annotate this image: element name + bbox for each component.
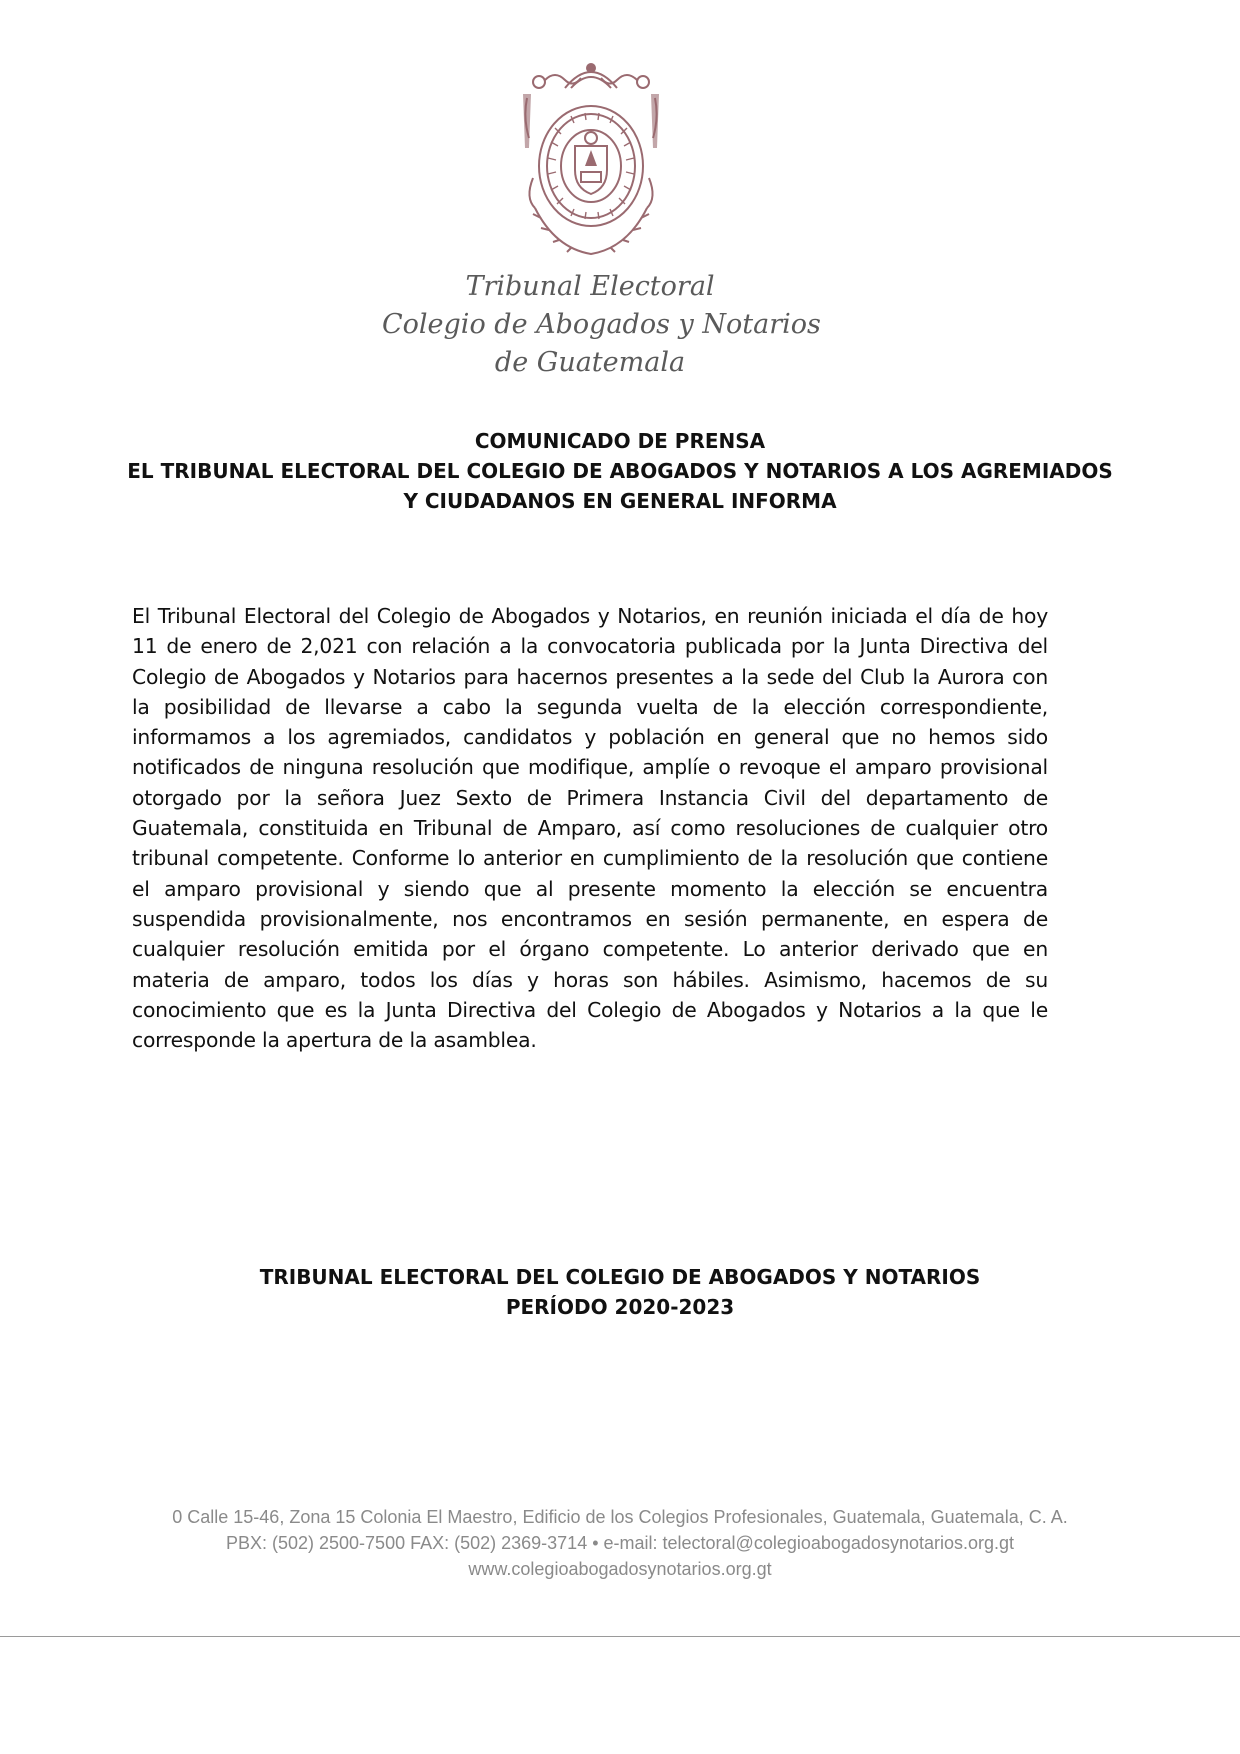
footer-phone-email: PBX: (502) 2500-7500 FAX: (502) 2369-3714 • e-mail: telectoral@colegioabogadosynotarios.org.gt: [225, 1533, 1015, 1553]
org-name-line-3: de Guatemala: [494, 347, 686, 378]
footer-address: 0 Calle 15-46, Zona 15 Colonia El Maestro, Edificio de los Colegios Profesionales, Guatemala, Guatemala, C. A.: [172, 1507, 1068, 1527]
org-name-line-2: Colegio de Abogados y Notarios: [382, 309, 821, 340]
signature-line-2: PERÍODO 2020-2023: [505, 1295, 735, 1319]
footer-divider: [0, 1636, 1240, 1637]
footer-contact: [60, 1504, 1180, 1582]
heading-line-1: COMUNICADO DE PRENSA: [474, 429, 766, 453]
coat-of-arms-seal-icon: [515, 58, 667, 263]
heading-line-2: EL TRIBUNAL ELECTORAL DEL COLEGIO DE ABOGADOS Y NOTARIOS A LOS AGREMIADOS: [127, 459, 1113, 483]
organization-name: [380, 268, 821, 382]
press-release-heading: [80, 426, 1160, 516]
footer-website: www.colegioabogadosynotarios.org.gt: [468, 1559, 772, 1579]
heading-line-3: Y CIUDADANOS EN GENERAL INFORMA: [403, 489, 837, 513]
body-paragraph: El Tribunal Electoral del Colegio de Abogados y Notarios, en reunión iniciada el día de hoy 11 de enero de 2,021 con relación a la convocatoria publicada por la Junta Directiva del Colegio de Abogados y Notarios para hacernos presentes a la sede del Club la Aurora con la posibilidad de llevarse a cabo la segunda vuelta de la elección correspondiente, informamos a los agremiados, candidatos y población en general que no hemos sido notificados de ninguna resolución que modifique, amplíe o revoque el amparo provisional otorgado por la señora Juez Sexto de Primera Instancia Civil del departamento de Guatemala, constituida en Tribunal de Amparo, así como resoluciones de cualquier otro tribunal competente. Conforme lo anterior en cumplimiento de la resolución que contiene el amparo provisional y siendo que al presente momento la elección se encuentra suspendida provisionalmente, nos encontramos en sesión permanente, en espera de cualquier resolución emitida por el órgano competente. Lo anterior derivado que en materia de amparo, todos los días y horas son hábiles. Asimismo, hacemos de su conocimiento que es la Junta Directiva del Colegio de Abogados y Notarios a la que le corresponde la apertura de la asamblea.: [132, 604, 1048, 1053]
org-name-line-1: Tribunal Electoral: [465, 271, 715, 302]
signature-block: [80, 1262, 1160, 1322]
signature-line-1: TRIBUNAL ELECTORAL DEL COLEGIO DE ABOGADOS Y NOTARIOS: [259, 1265, 981, 1289]
